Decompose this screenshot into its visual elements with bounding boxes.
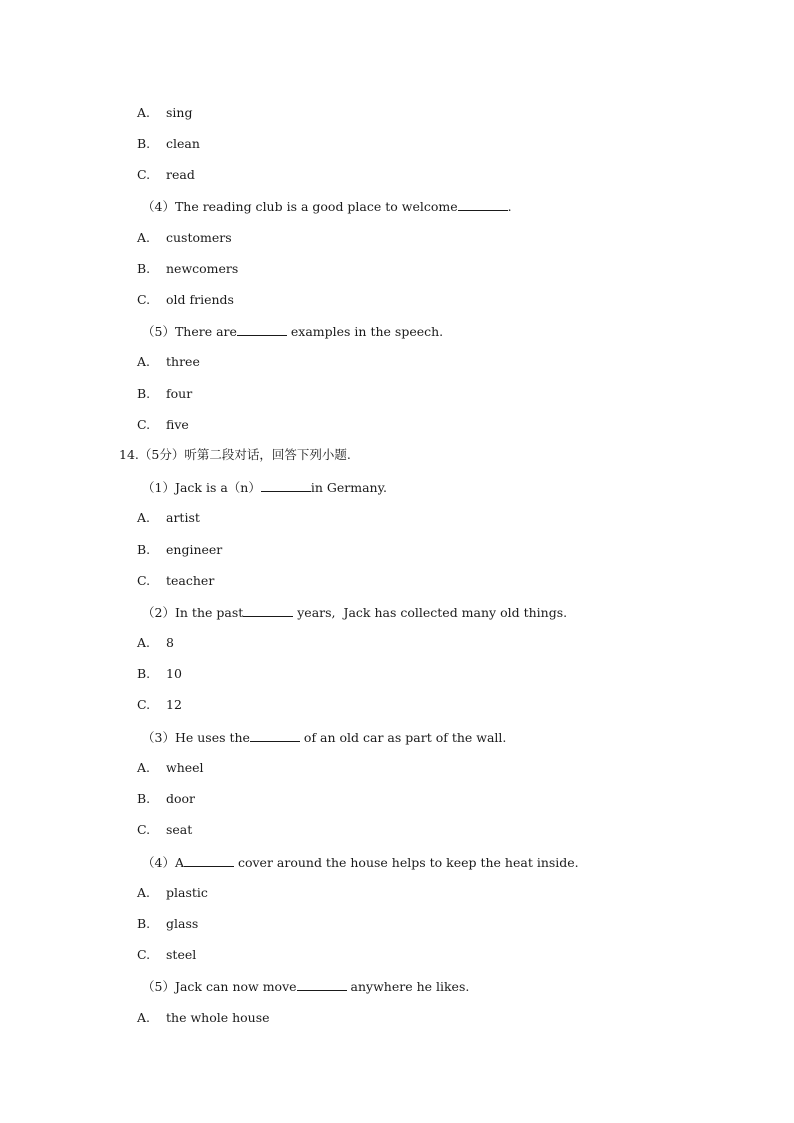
option-text: seat — [166, 822, 193, 837]
question-line — [142, 978, 469, 995]
option-text: three — [166, 354, 200, 369]
question-text-before: （5）There are — [142, 324, 237, 339]
option-text: 8 — [166, 635, 174, 650]
answer-blank — [243, 604, 293, 617]
option-line — [137, 230, 232, 246]
option-line — [137, 947, 196, 963]
question-text-after: years, Jack has collected many old things. — [293, 605, 568, 620]
option-label: B. — [137, 136, 151, 151]
option-text: steel — [166, 947, 197, 962]
option-label: A. — [137, 760, 151, 775]
option-label: C. — [137, 417, 151, 432]
option-label: C. — [137, 822, 151, 837]
option-line — [137, 354, 200, 370]
question-text-after: in Germany. — [310, 480, 387, 495]
question-text-before: （5）Jack can now move — [142, 979, 297, 994]
option-text: newcomers — [166, 261, 239, 276]
option-line — [137, 822, 192, 838]
option-line — [137, 417, 189, 433]
option-line — [137, 697, 182, 713]
option-label: B. — [137, 916, 151, 931]
question-line — [142, 729, 506, 746]
option-line — [137, 386, 192, 402]
option-text: engineer — [166, 542, 223, 557]
option-label: C. — [137, 573, 151, 588]
option-label: A. — [137, 354, 151, 369]
answer-blank — [250, 729, 300, 742]
answer-blank — [184, 854, 234, 867]
question-text-after: . — [507, 199, 512, 214]
option-line — [137, 542, 222, 558]
option-line — [137, 760, 204, 776]
answer-blank — [237, 323, 287, 336]
option-line — [137, 635, 174, 651]
option-line — [137, 791, 195, 807]
question-line — [142, 854, 579, 871]
question-text-before: （3）He uses the — [142, 730, 250, 745]
question-line — [142, 323, 443, 340]
question-text-after: of an old car as part of the wall. — [299, 730, 507, 745]
option-label: B. — [137, 666, 151, 681]
option-label: A. — [137, 635, 151, 650]
option-label: C. — [137, 947, 151, 962]
option-text: read — [166, 167, 195, 182]
question-line — [142, 479, 387, 496]
option-label: B. — [137, 386, 151, 401]
option-line — [137, 167, 195, 183]
option-line — [137, 105, 192, 121]
option-text: clean — [166, 136, 200, 151]
option-line — [137, 573, 214, 589]
option-text: plastic — [166, 885, 208, 900]
option-text: 10 — [166, 666, 182, 681]
question-text-after: cover around the house helps to keep the heat inside. — [233, 855, 579, 870]
option-text: artist — [166, 510, 200, 525]
option-text: wheel — [166, 760, 204, 775]
option-line — [137, 1010, 270, 1026]
option-text: teacher — [166, 573, 215, 588]
option-label: B. — [137, 261, 151, 276]
question-text-before: （2）In the past — [142, 605, 244, 620]
option-text: glass — [166, 916, 199, 931]
option-line — [137, 510, 200, 526]
option-text: old friends — [166, 292, 234, 307]
question-text-after: examples in the speech. — [286, 324, 444, 339]
question-line — [142, 198, 512, 215]
option-text: the whole house — [166, 1010, 270, 1025]
option-text: door — [166, 791, 196, 806]
question-text-before: （1）Jack is a（n） — [142, 480, 261, 495]
option-text: 12 — [166, 697, 182, 712]
option-label: A. — [137, 1010, 151, 1025]
question-line — [142, 604, 567, 621]
option-line — [137, 666, 182, 682]
option-line — [137, 136, 200, 152]
option-text: sing — [166, 105, 193, 120]
question-text-after: anywhere he likes. — [346, 979, 470, 994]
option-text: five — [166, 417, 189, 432]
option-line — [137, 916, 198, 932]
answer-blank — [261, 479, 311, 492]
option-label: A. — [137, 510, 151, 525]
option-line — [137, 292, 234, 308]
question-text-before: （4）A — [142, 855, 184, 870]
option-label: C. — [137, 697, 151, 712]
option-line — [137, 261, 238, 277]
option-text: customers — [166, 230, 232, 245]
option-label: A. — [137, 230, 151, 245]
option-label: B. — [137, 542, 151, 557]
option-label: C. — [137, 292, 151, 307]
option-text: four — [166, 386, 193, 401]
answer-blank — [297, 978, 347, 991]
option-label: C. — [137, 167, 151, 182]
option-line — [137, 885, 208, 901]
section-heading: 14.（5分）听第二段对话，回答下列小题. — [119, 447, 351, 462]
option-label: A. — [137, 885, 151, 900]
option-label: B. — [137, 791, 151, 806]
answer-blank — [458, 198, 508, 211]
option-label: A. — [137, 105, 151, 120]
question-text-before: （4）The reading club is a good place to welcome — [142, 199, 458, 214]
